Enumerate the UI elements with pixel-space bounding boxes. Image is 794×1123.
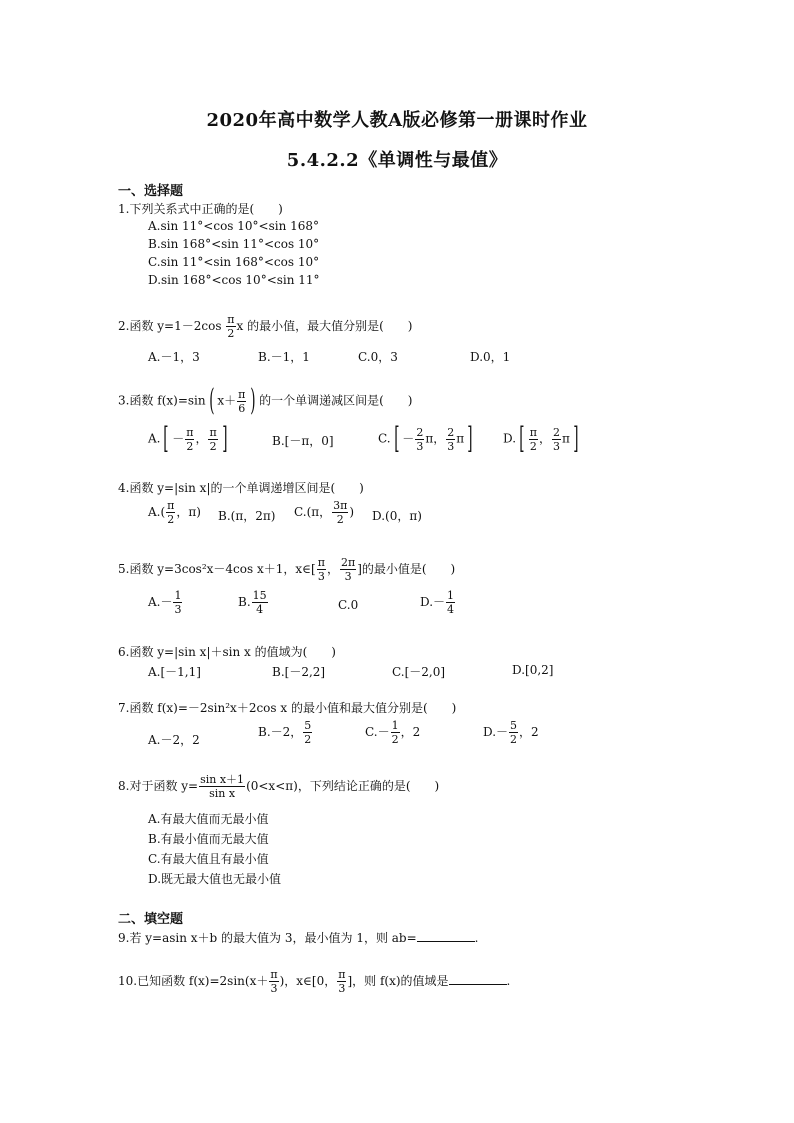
q7-option-d: D.－ $\frac{5}{2}$ ，2 — [483, 719, 539, 746]
q4-option-d: D.(0，π) — [372, 509, 422, 523]
q4-option-c: C.(π， $\frac{3\pi}{2}$ ) — [294, 499, 355, 526]
q3-option-b: B.[－π，0] — [272, 434, 334, 448]
q2-stem: 2.函数 y=1－2cos $\frac{\pi}{2}$ x 的最小值，最大值分别是( ) — [118, 313, 413, 340]
q8-stem: 8.对于函数 y= $\frac{\text{sin x＋1}}{\text{sin x}}$ (0<x<π)，下列结论正确的是( ) — [118, 773, 440, 800]
q1-option-d: D.sin 168°<cos 10°<sin 11° — [148, 273, 320, 287]
answer-blank — [417, 931, 475, 942]
q1-option-a: A.sin 11°<cos 10°<sin 168° — [148, 219, 320, 233]
q8-option-d: D.既无最大值也无最小值 — [148, 872, 282, 886]
fraction: $\frac{\pi}{2}$ — [227, 313, 235, 340]
q3-option-c: C. [ － $\frac{2}{3}$ π， $\frac{2}{3}$ π ] — [378, 421, 473, 456]
q7-option-a: A.－2，2 — [148, 733, 200, 747]
q4-option-b: B.(π，2π) — [218, 509, 276, 523]
q4-stem: 4.函数 y=|sin x|的一个单调递增区间是( ) — [118, 481, 364, 495]
fraction: $\frac{\pi}{6}$ — [238, 387, 246, 415]
q1-option-c: C.sin 11°<sin 168°<cos 10° — [148, 255, 320, 269]
q8-option-b: B.有最小值而无最大值 — [148, 832, 269, 846]
section-fill-in: 二、填空题 — [118, 912, 184, 927]
q5-option-d: D.－ $\frac{1}{4}$ — [420, 589, 455, 616]
q6-option-d: D.[0,2] — [512, 663, 554, 677]
q2-option-b: B.－1，1 — [258, 350, 310, 364]
q3-option-d: D. [ $\frac{\pi}{2}$ ， $\frac{2}{3}$ π ] — [503, 421, 579, 456]
q1-option-b: B.sin 168°<sin 11°<cos 10° — [148, 237, 320, 251]
q5-stem: 5.函数 y=3cos²x－4cos x＋1，x∈[ $\frac{\pi}{3}$ ， $\frac{2\pi}{3}$ ]的最小值是( ) — [118, 556, 456, 583]
q5-option-c: C.0 — [338, 598, 359, 612]
q4-option-a: A.( $\frac{\pi}{2}$ ，π) — [148, 499, 201, 526]
q5-option-a: A.－ $\frac{1}{3}$ — [148, 589, 182, 616]
q5-option-b: B. $\frac{15}{4}$ — [238, 589, 267, 616]
doc-title: 2020年高中数学人教A版必修第一册课时作业 — [206, 110, 588, 131]
q3-stem: 3.函数 f(x)=sin ( x＋ $\frac{\pi}{6}$ ) 的一个单调递减区间是( ) — [118, 383, 413, 418]
q6-stem: 6.函数 y=|sin x|＋sin x 的值域为( ) — [118, 645, 336, 659]
q7-option-c: C.－ $\frac{1}{2}$ ，2 — [365, 719, 421, 746]
section-multiple-choice: 一、选择题 — [118, 184, 184, 199]
q7-stem: 7.函数 f(x)=－2sin²x＋2cos x 的最小值和最大值分别是( ) — [118, 701, 457, 715]
q6-option-c: C.[－2,0] — [392, 665, 446, 679]
q2-option-d: D.0，1 — [470, 350, 511, 364]
q3-option-a: A. [ － $\frac{\pi}{2}$ ， $\frac{\pi}{2}$ ] — [148, 421, 228, 456]
q6-option-a: A.[－1,1] — [148, 665, 201, 679]
q10-stem: 10.已知函数 f(x)=2sin(x＋ $\frac{\pi}{3}$ )，x∈[0， $\frac{\pi}{3}$ ]，则 f(x)的值域是 . — [118, 968, 511, 995]
q7-option-b: B.－2， $\frac{5}{2}$ — [258, 719, 312, 746]
q2-option-a: A.－1，3 — [148, 350, 200, 364]
q8-option-c: C.有最大值且有最小值 — [148, 852, 269, 866]
q9-stem: 9.若 y=asin x＋b 的最大值为 3，最小值为 1，则 ab= . — [118, 931, 479, 945]
q2-option-c: C.0，3 — [358, 350, 398, 364]
q1-stem: 1.下列关系式中正确的是( ) — [118, 202, 283, 216]
q8-option-a: A.有最大值而无最小值 — [148, 812, 269, 826]
q6-option-b: B.[－2,2] — [272, 665, 326, 679]
answer-blank — [449, 974, 507, 985]
doc-subtitle: 5.4.2.2《单调性与最值》 — [286, 150, 508, 171]
